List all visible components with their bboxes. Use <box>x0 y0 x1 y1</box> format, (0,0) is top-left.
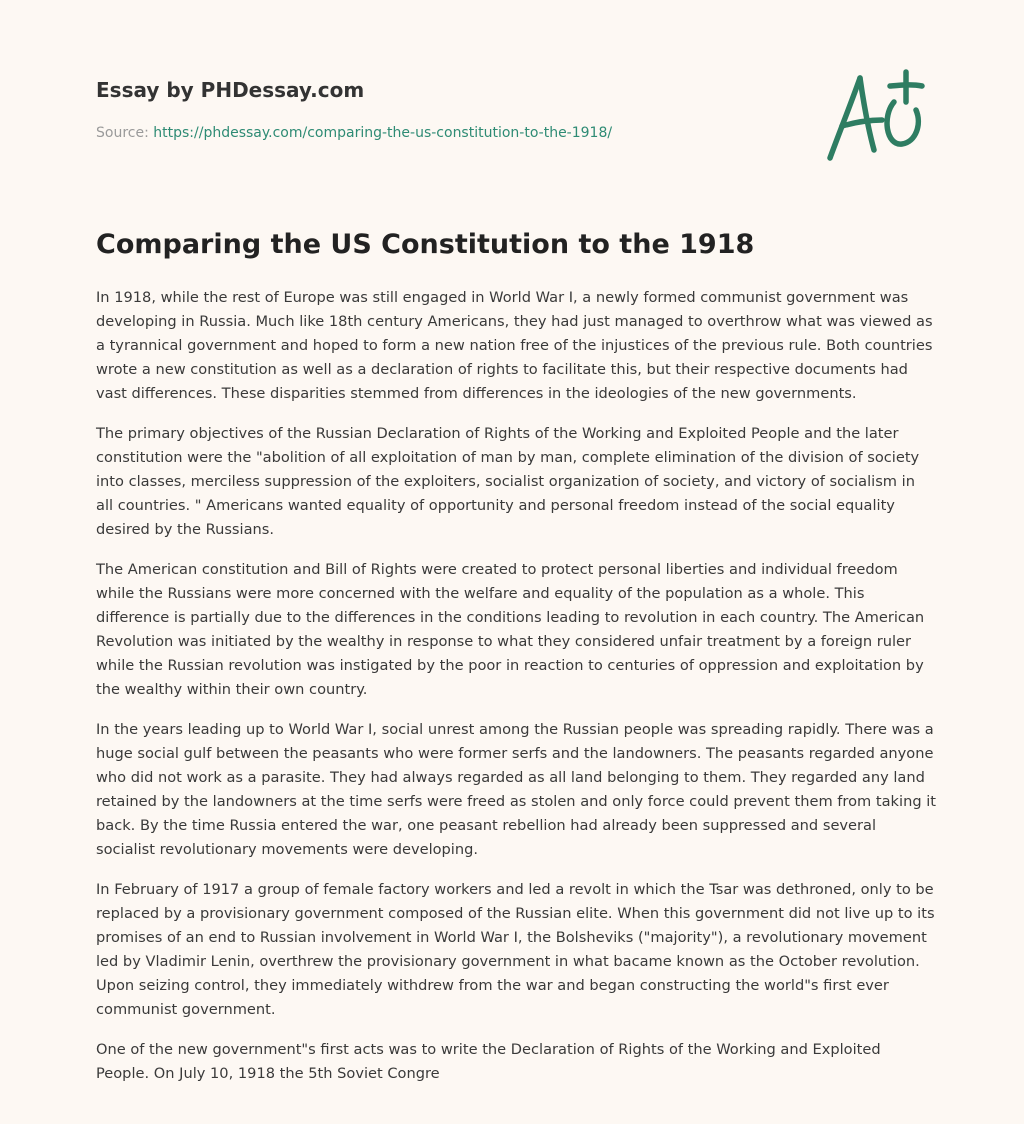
essay-paragraph: The primary objectives of the Russian Declaration of Rights of the Working and Exploited People and the later constitution were the "abolition of all exploitation of man by man, complete elimination of the division of society into classes, merciless suppression of the exploiters, socialist organization of society, and victory of socialism in all countries. " Americans wanted equality of opportunity and personal freedom instead of the social equality desired by the Russians. <box>96 425 920 538</box>
essay-paragraph: In 1918, while the rest of Europe was still engaged in World War I, a newly formed communist government was developing in Russia. Much like 18th century Americans, they had just managed to overthrow what was viewed as a tyrannical government and hoped to form a new nation free of the injustices of the previous rule. Both countries wrote a new constitution as well as a declaration of rights to facilitate this, but their respective documents had vast differences. These disparities stemmed from differences in the ideologies of the new governments. <box>96 289 933 402</box>
site-title: Essay by PHDessay.com <box>96 78 365 102</box>
essay-paragraph: In February of 1917 a group of female factory workers and led a revolt in which the Tsar was dethroned, only to be replaced by a provisionary government composed of the Russian elite. When this government did not live up to its promises of an end to Russian involvement in World War I, the Bolsheviks ("majority"), a revolutionary movement led by Vladimir Lenin, overthrew the provisionary government in what bacame known as the October revolution. Upon seizing control, they immediately withdrew from the war and began constructing the world"s first ever communist government. <box>96 881 935 1018</box>
source-label: Source: <box>96 125 154 141</box>
essay-paragraph: One of the new government"s first acts was to write the Declaration of Rights of the Working and Exploited People. On July 10, 1918 the 5th Soviet Congre <box>96 1041 881 1082</box>
source-line <box>96 124 612 142</box>
essay-paragraph: In the years leading up to World War I, social unrest among the Russian people was spreading rapidly. There was a huge social gulf between the peasants who were former serfs and the landowners. The peasants regarded anyone who did not work as a parasite. They had always regarded as all land belonging to them. They regarded any land retained by the landowners at the time serfs were freed as stolen and only force could prevent them from taking it back. By the time Russia entered the war, one peasant rebellion had already been suppressed and several socialist revolutionary movements were developing. <box>96 721 936 858</box>
essay-body <box>96 286 936 1102</box>
essay-title: Comparing the US Constitution to the 1918 <box>96 229 755 260</box>
a-plus-grade-icon <box>820 66 930 166</box>
essay-paragraph: The American constitution and Bill of Rights were created to protect personal liberties and individual freedom while the Russians were more concerned with the welfare and equality of the population as a whole. This difference is partially due to the differences in the conditions leading to revolution in each country. The American Revolution was initiated by the wealthy in response to what they considered unfair treatment by a foreign ruler while the Russian revolution was instigated by the poor in reaction to centuries of oppression and exploitation by the wealthy within their own country. <box>96 561 925 698</box>
source-link[interactable]: https://phdessay.com/comparing-the-us-constitution-to-the-1918/ <box>153 125 613 141</box>
